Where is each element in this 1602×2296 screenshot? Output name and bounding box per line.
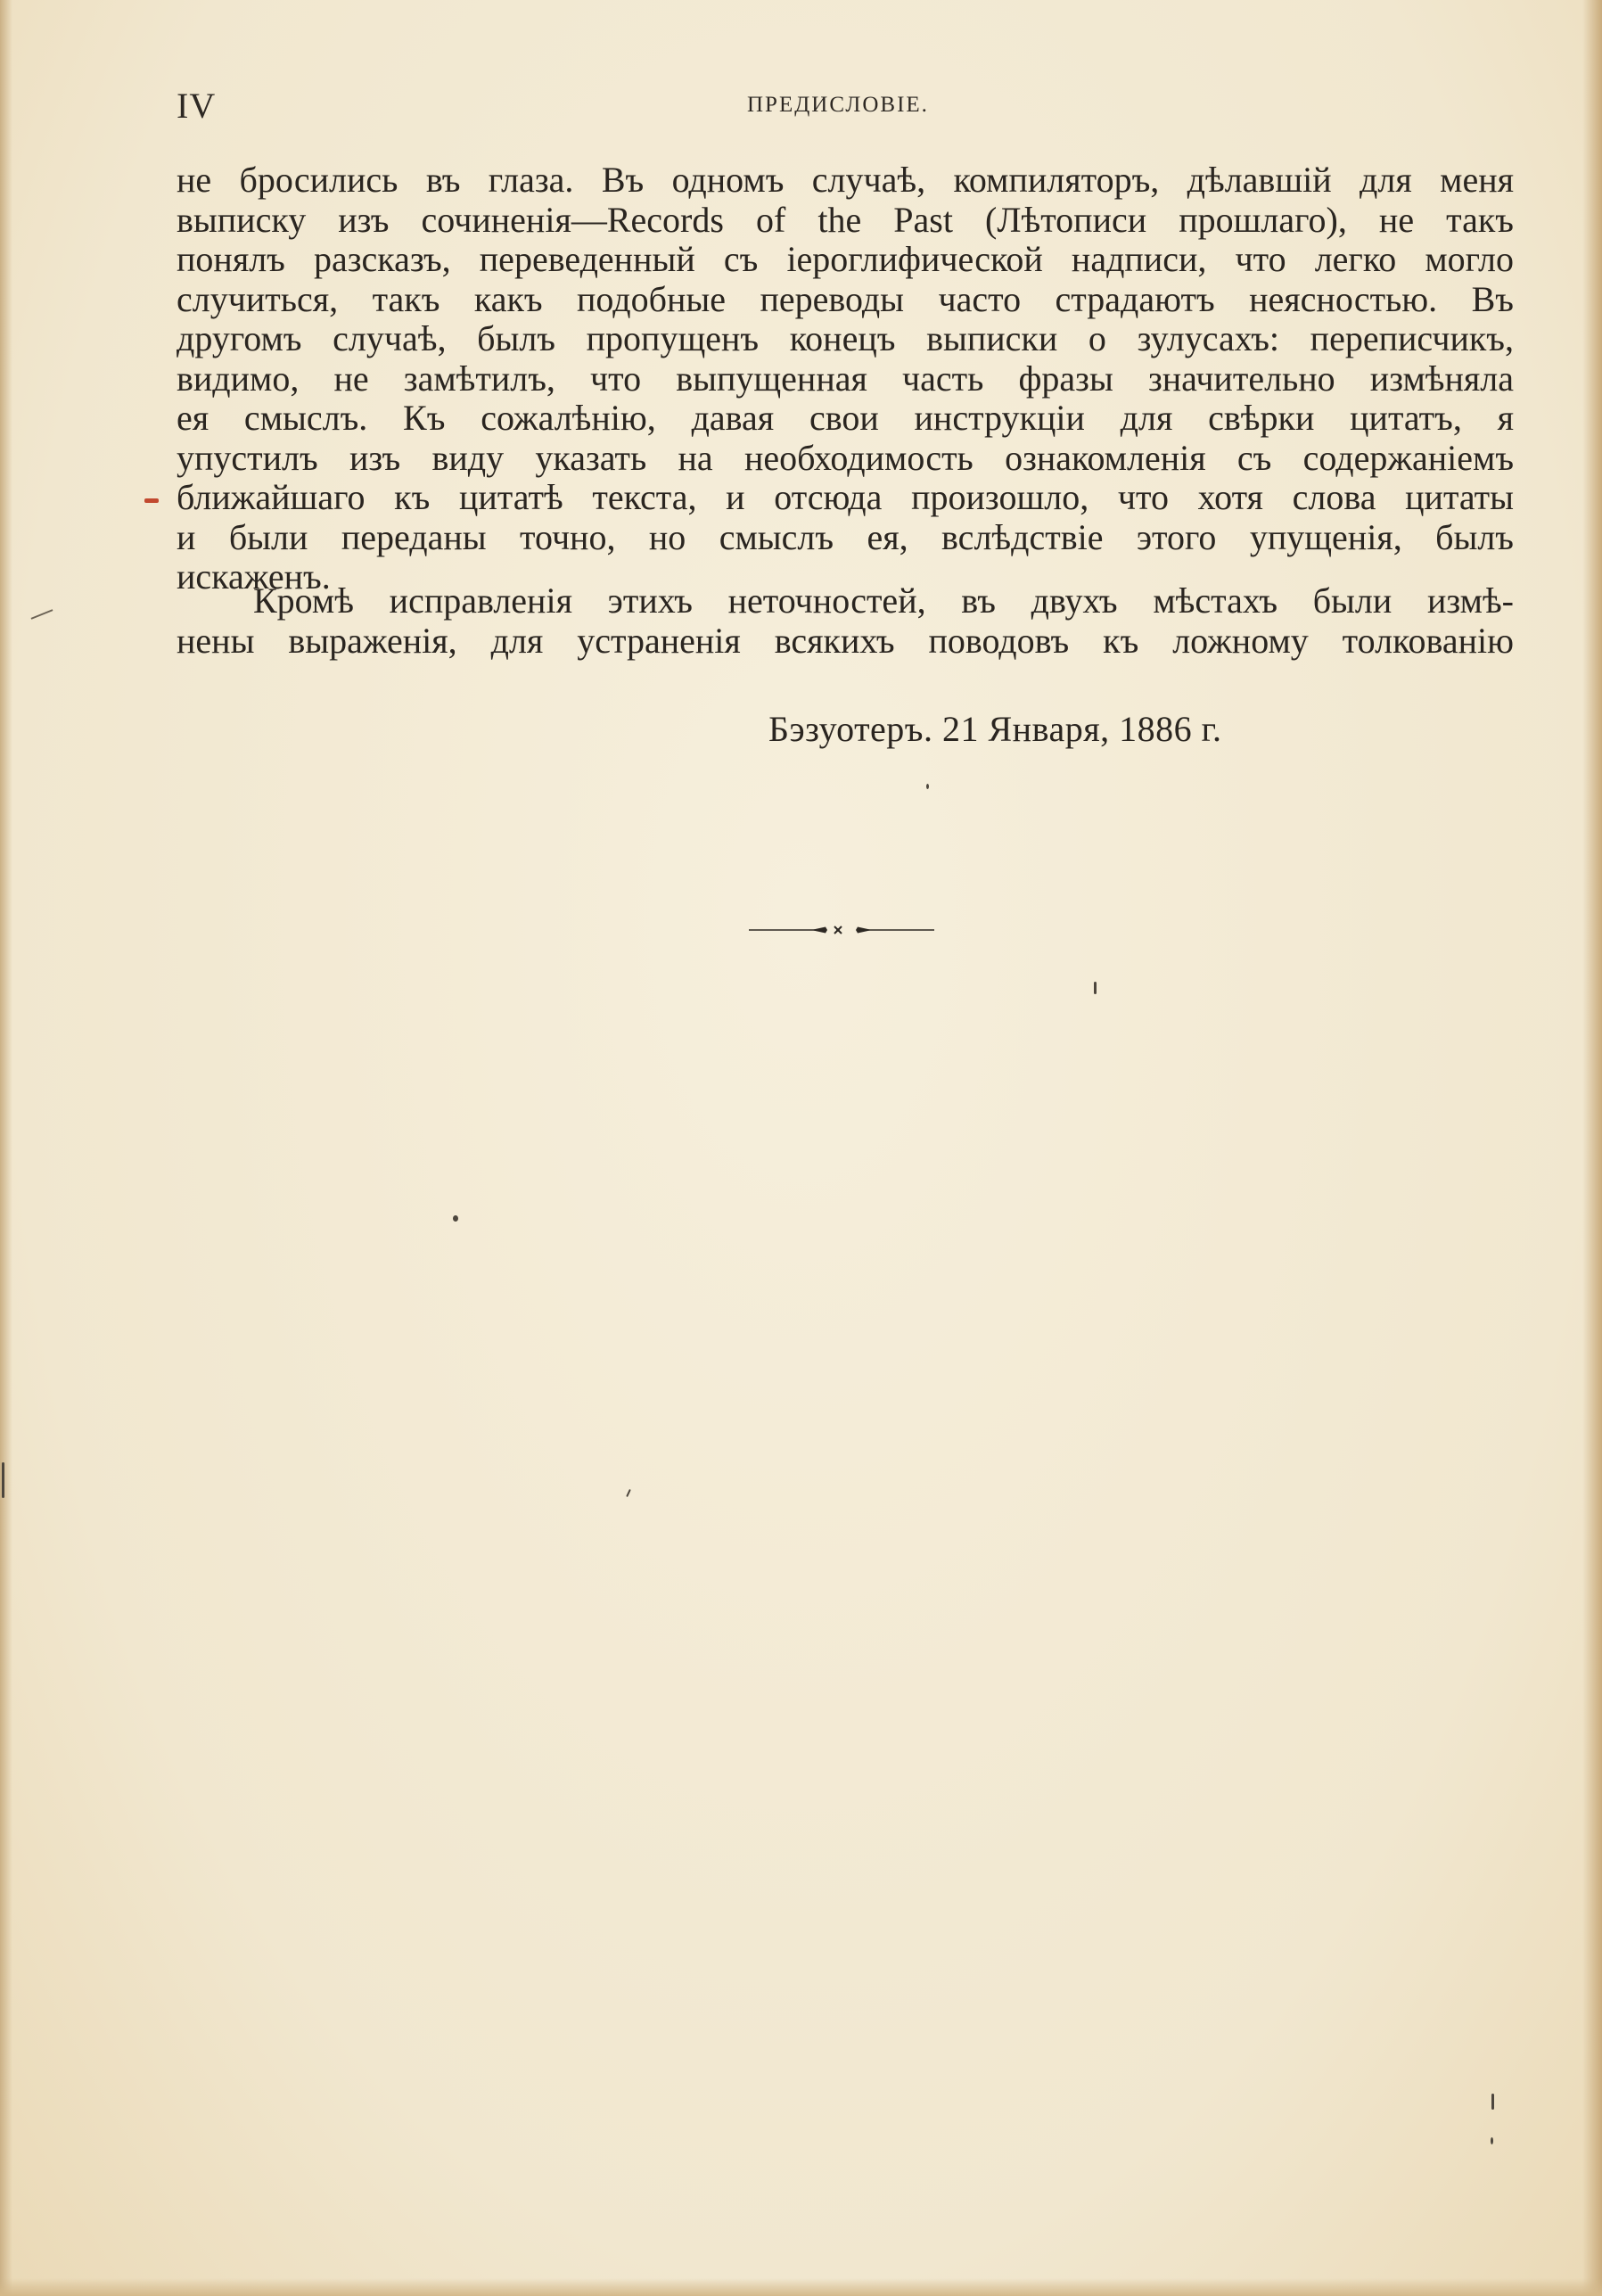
page-number: IV xyxy=(177,86,217,126)
margin-pencil-tick xyxy=(31,609,53,620)
text-line: выписку изъ сочиненія—Records of the Past (Лѣтописи прошлаго), не такъ xyxy=(177,200,1514,240)
page-edge-shadow-left xyxy=(0,0,12,2296)
paper-speck xyxy=(1094,982,1097,994)
page-edge-shadow-bottom xyxy=(0,2278,1602,2296)
text-line: искаженъ. xyxy=(177,557,331,597)
paper-speck xyxy=(626,1489,631,1497)
paper-speck xyxy=(1491,2137,1493,2144)
text-line: и были переданы точно, но смыслъ ея, вслѣдствіе этого упущенія, былъ xyxy=(177,517,1514,557)
paragraph-2 xyxy=(177,581,1514,661)
margin-mark xyxy=(144,498,159,503)
text-line: понялъ разсказъ, переведенный съ іероглифической надписи, что легко могло xyxy=(177,240,1514,279)
paper-speck xyxy=(1491,2094,1494,2110)
running-title: ПРЕДИСЛОВІЕ. xyxy=(747,93,929,117)
text-line: другомъ случаѣ, былъ пропущенъ конецъ выписки о зулусахъ: переписчикъ, xyxy=(177,319,1514,358)
text-line: ближайшаго къ цитатѣ текста, и отсюда произошло, что хотя слова цитаты xyxy=(177,478,1514,517)
text-line: не бросились въ глаза. Въ одномъ случаѣ, компиляторъ, дѣлавшій для меня xyxy=(177,160,1514,200)
paper-speck xyxy=(926,784,929,789)
text-line: ея смыслъ. Къ сожалѣнію, давая свои инструкціи для свѣрки цитатъ, я xyxy=(177,399,1514,438)
signature-date-line: Бэзуотеръ. 21 Января, 1886 г. xyxy=(768,709,1222,749)
paper-speck xyxy=(2,1462,4,1498)
text-line: Кромѣ исправленія этихъ неточностей, въ двухъ мѣстахъ были измѣ- xyxy=(253,581,1514,621)
paper-speck xyxy=(453,1215,458,1222)
paragraph-1 xyxy=(177,160,1514,597)
text-line: видимо, не замѣтилъ, что выпущенная часть фразы значительно измѣняла xyxy=(177,358,1514,399)
text-line: нены выраженія, для устраненія всякихъ поводовъ къ ложному толкованію xyxy=(177,621,1514,661)
fleuron-rule-icon xyxy=(749,924,934,936)
text-line: случиться, такъ какъ подобные переводы часто страдаютъ неясностью. Въ xyxy=(177,279,1514,319)
page-edge-shadow-right xyxy=(1582,0,1602,2296)
text-line: упустилъ изъ виду указать на необходимость ознакомленія съ содержаніемъ xyxy=(177,438,1514,478)
